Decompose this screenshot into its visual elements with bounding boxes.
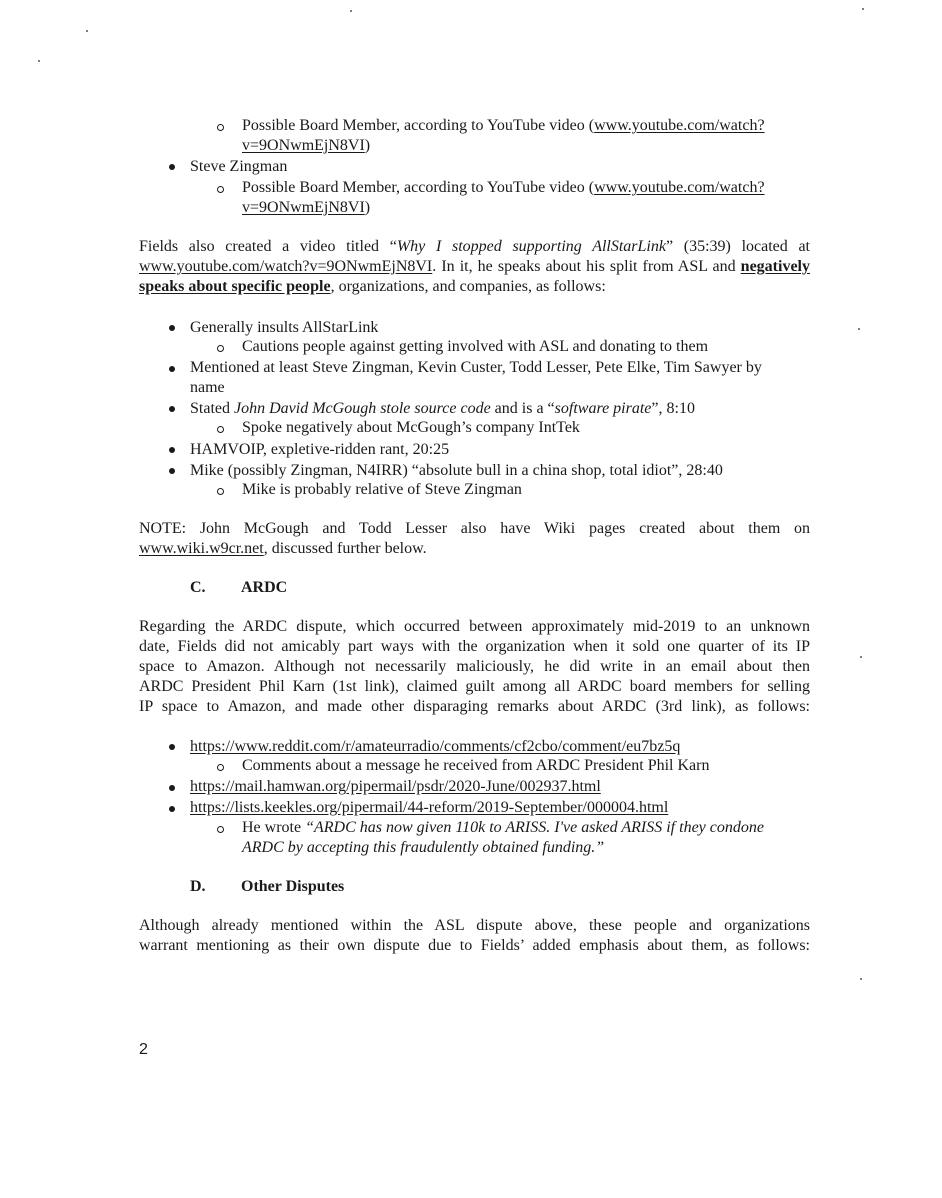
bullet [169, 744, 175, 750]
list-item-cont [242, 838, 604, 858]
list-item: Steve Zingman [190, 158, 288, 175]
scan-speck [858, 328, 860, 330]
sub-bullet [217, 488, 224, 495]
list-item [242, 178, 765, 198]
section-letter: D. [190, 878, 206, 895]
text: . In it, he speaks about his split from ASL and [432, 258, 736, 275]
paren: ) [364, 137, 371, 154]
bullet [169, 806, 175, 812]
scan-speck [350, 10, 352, 12]
wiki-link[interactable]: www.wiki.w9cr.net [139, 540, 264, 557]
video-title: Why I stopped supporting AllStarLink [396, 238, 666, 255]
text: Fields also created a video titled “ [139, 238, 397, 255]
hamwan-link[interactable]: https://mail.hamwan.org/pipermail/psdr/2020-June/002937.html [190, 778, 601, 795]
paragraph-line: warrant mentioning as their own dispute due to Fields’ added emphasis about them, as follows: [139, 937, 810, 954]
section-letter: C. [190, 579, 206, 596]
list-item: Mike (possibly Zingman, N4IRR) “absolute bull in a china shop, total idiot”, 28:40 [190, 462, 723, 479]
paragraph-line: IP space to Amazon, and made other disparaging remarks about ARDC (3rd link), as follows: [139, 698, 810, 715]
text: NOTE: John McGough and Todd Lesser also have Wiki pages created about them on [139, 520, 810, 537]
paragraph-note [139, 519, 810, 559]
section-heading: ARDC [241, 579, 288, 596]
list-item: Mentioned at least Steve Zingman, Kevin Custer, Todd Lesser, Pete Elke, Tim Sawyer by [190, 359, 762, 376]
bullet [169, 785, 175, 791]
scan-speck [86, 30, 88, 32]
text: He wrote [242, 819, 306, 836]
list-item: Generally insults AllStarLink [190, 319, 379, 336]
bullet [169, 164, 175, 170]
paren: ) [364, 199, 371, 216]
scan-speck [862, 8, 864, 10]
list-item-cont [242, 198, 370, 218]
list-item-cont: name [190, 379, 225, 396]
section-heading: Other Disputes [241, 878, 345, 895]
quote: ARDC by accepting this fraudulently obtained funding.” [242, 839, 605, 856]
text: and is a “ [490, 400, 555, 417]
quote: John David McGough stole source code [234, 400, 491, 417]
paragraph-fields-video [139, 237, 810, 297]
text: ” (35:39) located at [665, 238, 810, 255]
list-item: Cautions people against getting involved with ASL and donating to them [242, 338, 709, 355]
page-number: 2 [139, 1041, 148, 1058]
sub-bullet [217, 345, 224, 352]
paragraph-line: date, Fields did not amicably part ways with the organization when it sold one quarter of its IP [139, 638, 810, 655]
bullet [169, 366, 175, 372]
quote: software pirate [554, 400, 652, 417]
bullet [169, 325, 175, 331]
sub-bullet [217, 826, 224, 833]
bullet [169, 468, 175, 474]
list-item [242, 116, 765, 136]
list-item: HAMVOIP, expletive-ridden rant, 20:25 [190, 441, 450, 458]
text: Stated [190, 400, 234, 417]
list-item: Comments about a message he received from ARDC President Phil Karn [242, 757, 710, 774]
list-item-text: Possible Board Member, according to YouTube video ( [242, 117, 595, 134]
text: , discussed further below. [263, 540, 427, 557]
paragraph-line: ARDC President Phil Karn (1st link), claimed guilt among all ARDC board members for selling [139, 678, 810, 695]
youtube-link[interactable]: www.youtube.com/watch? [594, 117, 765, 134]
list-item-text: Possible Board Member, according to YouTube video ( [242, 179, 595, 196]
sub-bullet [217, 124, 224, 131]
reddit-link[interactable]: https://www.reddit.com/r/amateurradio/comments/cf2cbo/comment/eu7bz5q [190, 738, 681, 755]
sub-bullet [217, 764, 224, 771]
sub-bullet [217, 186, 224, 193]
text: , organizations, and companies, as follows: [330, 278, 606, 295]
youtube-link[interactable]: www.youtube.com/watch? [594, 179, 765, 196]
scan-speck [860, 656, 862, 658]
scan-speck [38, 60, 40, 62]
video-link[interactable]: www.youtube.com/watch?v=9ONwmEjN8VI [139, 258, 433, 275]
list-item: Mike is probably relative of Steve Zingman [242, 481, 522, 498]
bullet [169, 447, 175, 453]
paragraph-other [139, 916, 810, 956]
scan-speck [860, 978, 862, 980]
youtube-link-cont[interactable]: v=9ONwmEjN8VI [242, 199, 365, 216]
keekles-link[interactable]: https://lists.keekles.org/pipermail/44-reform/2019-September/000004.html [190, 799, 669, 816]
paragraph-line: Although already mentioned within the ASL dispute above, these people and organizations [139, 917, 810, 934]
paragraph-ardc [139, 617, 810, 717]
list-item-cont [242, 136, 370, 156]
bullet [169, 406, 175, 412]
text: ”, 8:10 [651, 400, 695, 417]
emphasis: negatively speaks about specific people [139, 258, 810, 295]
quote: “ARDC has now given 110k to ARISS. I've asked ARISS if they condone [305, 819, 764, 836]
list-item [190, 399, 695, 419]
list-item [242, 818, 764, 838]
youtube-link-cont[interactable]: v=9ONwmEjN8VI [242, 137, 365, 154]
paragraph-line: Regarding the ARDC dispute, which occurred between approximately mid-2019 to an unknown [139, 618, 810, 635]
list-item: Spoke negatively about McGough’s company IntTek [242, 419, 580, 436]
sub-bullet [217, 426, 224, 433]
paragraph-line: space to Amazon. Although not necessarily maliciously, he did write in an email about then [139, 658, 810, 675]
